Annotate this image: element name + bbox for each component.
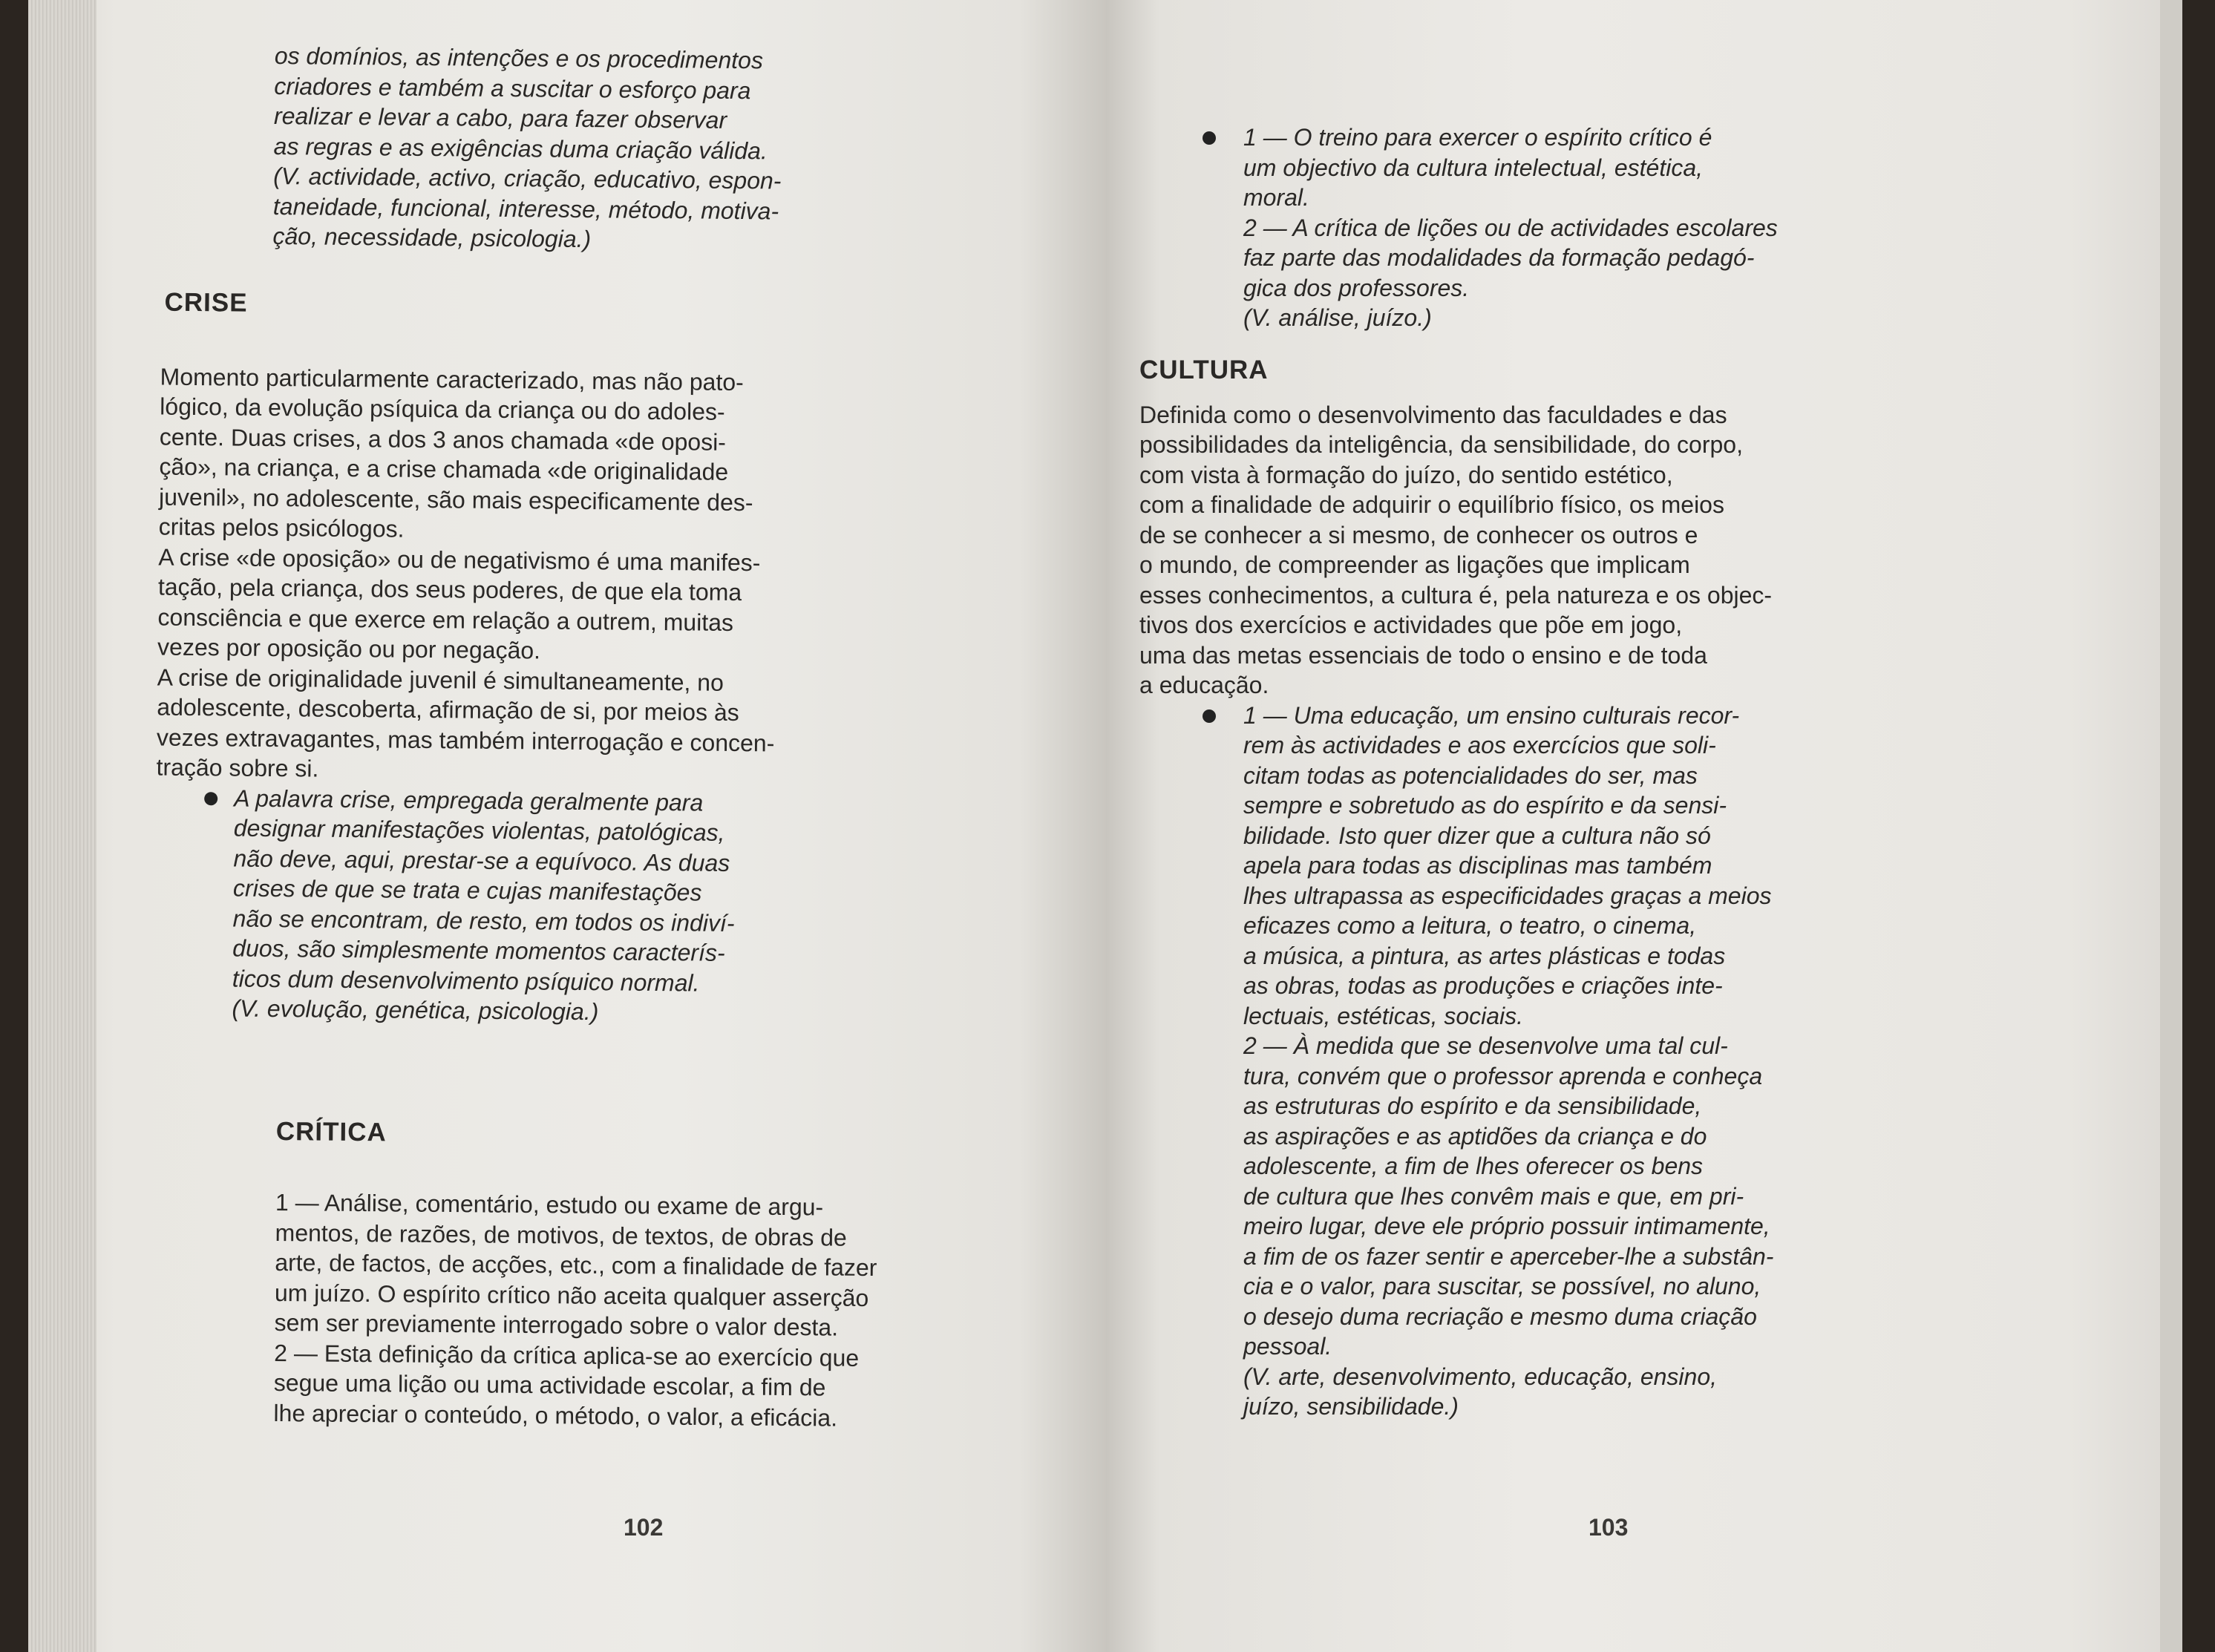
text-line: realizar e levar a cabo, para fazer observar (273, 102, 727, 134)
page-number-right: 103 (1589, 1514, 1629, 1541)
text-line: rem às actividades e aos exercícios que soli- (1243, 732, 1716, 758)
text-line: tação, pela criança, dos seus poderes, de que ela toma (157, 573, 742, 606)
text-line: com a finalidade de adquirir o equilíbrio físico, os meios (1139, 491, 1724, 518)
text-line: Momento particularmente caracterizado, mas não pato- (160, 363, 744, 396)
text-line: 1 — Análise, comentário, estudo ou exame de argu- (275, 1188, 824, 1221)
text-line: lhes ultrapassa as especificidades graças a meios (1243, 882, 1772, 909)
intro-paragraph (272, 41, 1039, 258)
text-line: 2 — A crítica de lições ou de actividades escolares (1243, 214, 1778, 241)
text-line: segue uma lição ou uma actividade escolar, a fim de (273, 1369, 826, 1401)
text-line: não se encontram, de resto, em todos os indiví- (232, 905, 735, 937)
text-line: o desejo duma recriação e mesmo duma criação (1243, 1302, 1757, 1330)
text-line: juvenil», no adolescente, são mais especificamente des- (158, 483, 753, 516)
text-line: 2 — À medida que se desenvolve uma tal cul- (1243, 1032, 1728, 1059)
text-line: cente. Duas crises, a dos 3 anos chamada «de oposi- (159, 423, 727, 456)
text-line: vezes extravagantes, mas também interrogação e concen- (156, 724, 775, 757)
text-line: mentos, de razões, de motivos, de textos, de obras de (275, 1219, 847, 1251)
text-line: arte, de factos, de acções, etc., com a finalidade de fazer (275, 1248, 877, 1282)
text-line: duos, são simplesmente momentos caracterís- (232, 934, 725, 966)
text-line: apela para todas as disciplinas mas também (1243, 852, 1712, 879)
text-line: 1 — Uma educação, um ensino culturais recor- (1243, 701, 1740, 729)
text-line: tração sobre si. (156, 753, 319, 782)
text-line: pessoal. (1243, 1333, 1332, 1360)
text-line: taneidade, funcional, interesse, método, motiva- (272, 192, 779, 225)
text-line: as aspirações e as aptidões da criança e do (1243, 1122, 1707, 1150)
text-line: esses conhecimentos, a cultura é, pela natureza e os objec- (1139, 581, 1773, 609)
text-line: A crise «de oposição» ou de negativismo é uma manifes- (158, 543, 761, 576)
text-line: (V. arte, desenvolvimento, educação, ensino, (1243, 1363, 1717, 1390)
text-line: a música, a pintura, as artes plásticas e todas (1243, 942, 1726, 969)
text-line: faz parte das modalidades da formação pedagó- (1243, 244, 1755, 271)
text-line: as obras, todas as produções e criações inte- (1243, 972, 1723, 999)
text-line: lhe apreciar o conteúdo, o método, o valor, a eficácia. (273, 1399, 838, 1432)
text-line: A crise de originalidade juvenil é simultaneamente, no (157, 663, 724, 696)
text-line: ção, necessidade, psicologia.) (272, 222, 592, 253)
text-line: adolescente, a fim de lhes oferecer os bens (1243, 1153, 1704, 1179)
text-line: de se conhecer a si mesmo, de conhecer os outros e (1139, 521, 1698, 548)
text-line: os domínios, as intenções e os procedimentos (274, 42, 764, 74)
entry-heading-crise: CRISE (164, 287, 248, 318)
text-line: lógico, da evolução psíquica da criança ou do adoles- (160, 393, 725, 425)
text-line: consciência e que exerce em relação a outrem, muitas (157, 603, 734, 636)
text-line: uma das metas essenciais de todo o ensino e de toda (1139, 641, 1707, 669)
left-page-text (156, 41, 1039, 1031)
left-page-lower-text (273, 1117, 1026, 1435)
text-line: A palavra crise, empregada geralmente para (234, 784, 704, 816)
text-line: 1 — O treino para exercer o espírito crítico é (1243, 124, 1712, 151)
text-line: citam todas as potencialidades do ser, mas (1243, 761, 1698, 789)
right-page-text (1139, 122, 1974, 1422)
critica-note (1139, 122, 1974, 333)
text-line: ção», na criança, e a crise chamada «de originalidade (159, 453, 729, 485)
text-line: não deve, aqui, prestar-se a equívoco. As duas (233, 845, 730, 876)
text-line: adolescente, descoberta, afirmação de si, por meios às (157, 693, 739, 727)
text-line: Definida como o desenvolvimento das faculdades e das (1139, 401, 1727, 428)
bullet-icon (1203, 709, 1216, 723)
text-line: criadores e também a suscitar o esforço para (274, 72, 751, 104)
right-page-edge (2160, 0, 2182, 1652)
text-line: gica dos professores. (1243, 274, 1470, 301)
text-line: moral. (1243, 184, 1309, 211)
bullet-icon (204, 792, 217, 805)
page-number-left: 102 (624, 1514, 664, 1541)
text-line: cia e o valor, para suscitar, se possível, no aluno, (1243, 1273, 1761, 1299)
text-line: sem ser previamente interrogado sobre o valor desta. (274, 1308, 839, 1341)
text-line: ticos dum desenvolvimento psíquico normal. (232, 965, 700, 997)
text-line: designar manifestações violentas, patológicas, (233, 814, 725, 846)
entry-heading-critica: CRÍTICA (275, 1117, 387, 1147)
text-line: com vista à formação do juízo, do sentido estético, (1139, 461, 1673, 488)
entry-heading-cultura: CULTURA (1139, 355, 1269, 384)
text-line: 2 — Esta definição da crítica aplica-se ao exercício que (274, 1339, 860, 1371)
cultura-note (1139, 701, 1885, 1422)
text-line: meiro lugar, deve ele próprio possuir intimamente, (1243, 1213, 1770, 1239)
text-line: a educação. (1139, 672, 1269, 698)
text-line: possibilidades da inteligência, da sensibilidade, do corpo, (1139, 431, 1743, 458)
text-line: (V. evolução, genética, psicologia.) (232, 994, 599, 1026)
text-line: tivos dos exercícios e actividades que põe em jogo, (1139, 612, 1683, 638)
crise-definition (154, 361, 925, 1030)
cultura-definition (1139, 400, 1882, 701)
text-line: tura, convém que o professor aprenda e conheça (1243, 1062, 1763, 1089)
text-line: um juízo. O espírito crítico não aceita qualquer asserção (274, 1279, 869, 1311)
text-line: um objectivo da cultura intelectual, estética, (1243, 154, 1703, 181)
text-line: vezes por oposição ou por negação. (157, 633, 541, 664)
text-line: a fim de os fazer sentir e aperceber-lhe a substân- (1243, 1242, 1774, 1270)
text-line: as estruturas do espírito e da sensibilidade, (1243, 1092, 1702, 1119)
text-line: o mundo, de compreender as ligações que implicam (1139, 551, 1690, 578)
text-line: juízo, sensibilidade.) (1243, 1393, 1459, 1420)
crise-note (154, 782, 920, 1030)
text-line: (V. análise, juízo.) (1243, 304, 1432, 331)
text-line: (V. actividade, activo, criação, educativo, espon- (273, 162, 782, 194)
text-line: de cultura que lhes convêm mais e que, em pri- (1243, 1182, 1744, 1210)
text-line: as regras e as exigências duma criação válida. (273, 132, 768, 164)
text-line: bilidade. Isto quer dizer que a cultura não só (1243, 822, 1711, 849)
text-line: lectuais, estéticas, sociais. (1243, 1002, 1524, 1029)
page-edges (28, 0, 96, 1652)
text-line: crises de que se trata e cujas manifestações (232, 874, 702, 906)
text-line: sempre e sobretudo as do espírito e da sensi- (1243, 792, 1727, 819)
text-line: eficazes como a leitura, o teatro, o cinema, (1243, 912, 1697, 939)
bullet-icon (1203, 131, 1216, 145)
text-line: critas pelos psicólogos. (158, 513, 405, 543)
